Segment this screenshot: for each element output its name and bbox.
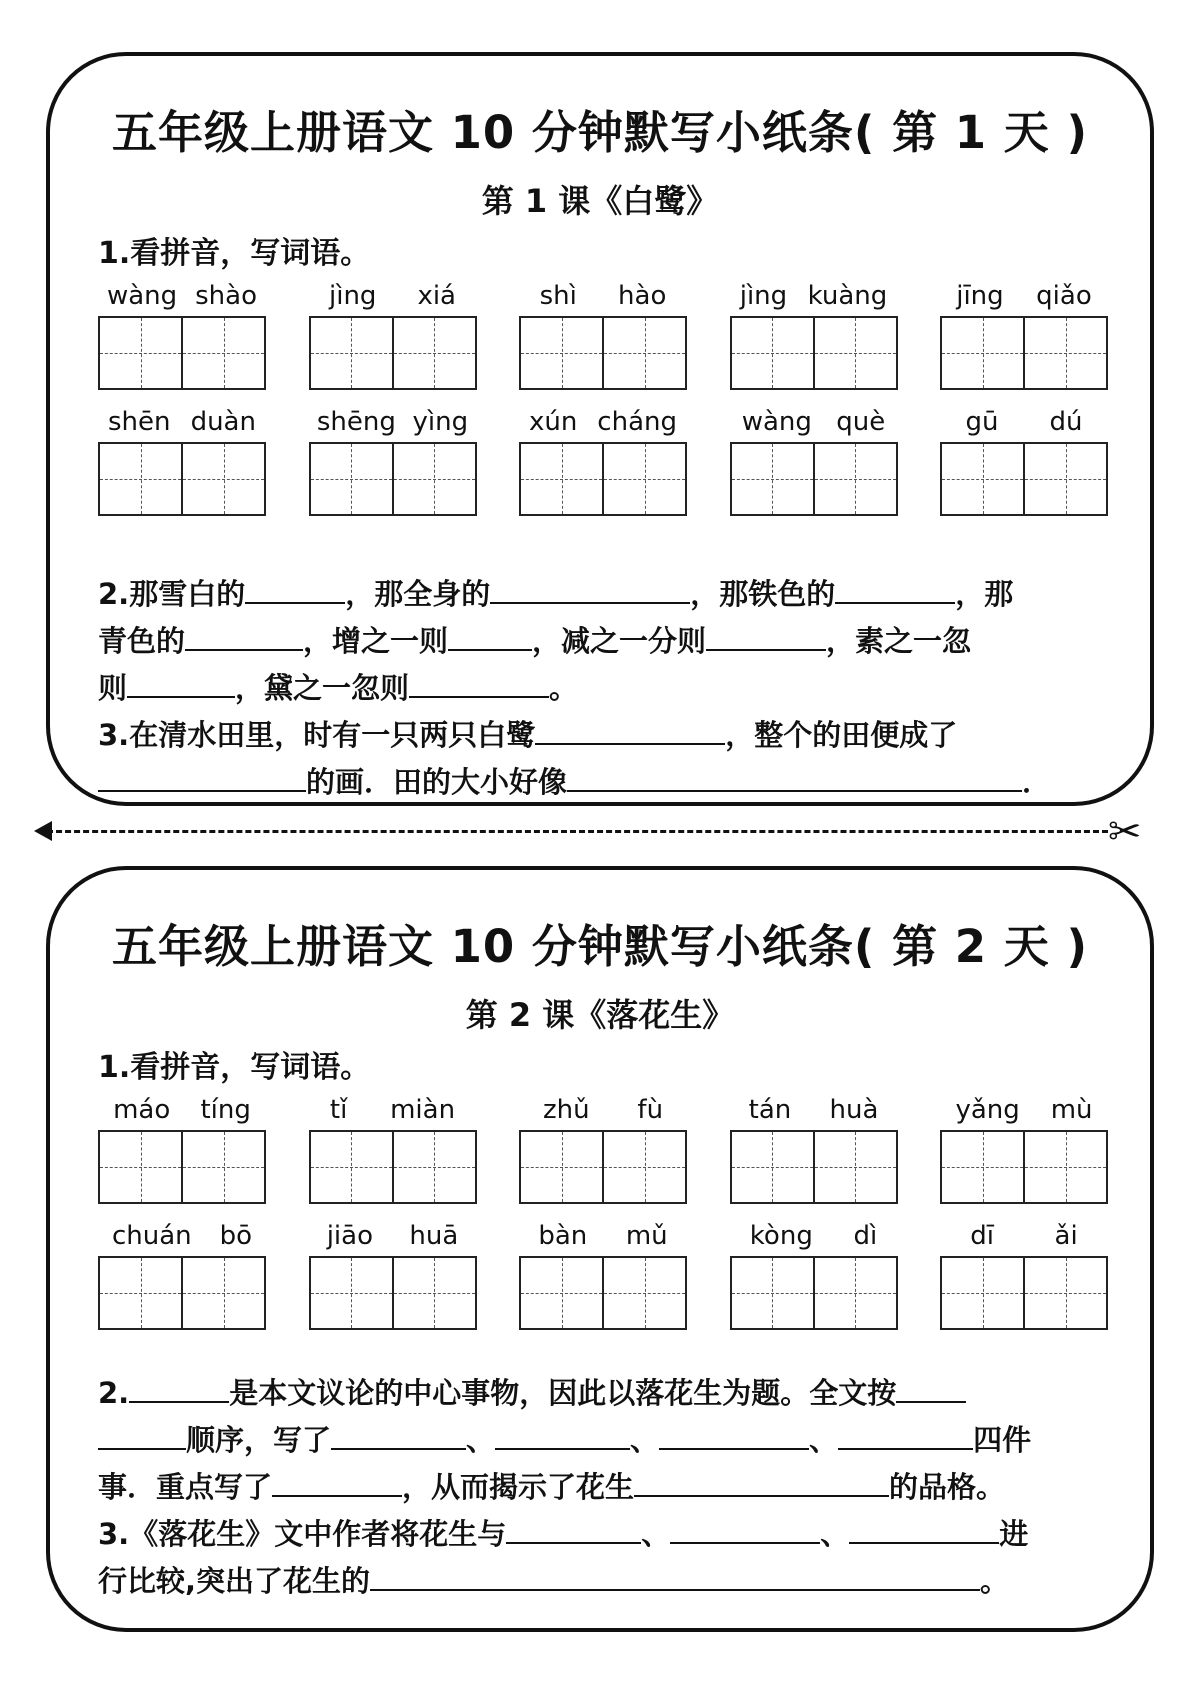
word-row <box>98 402 1108 516</box>
answer-blank[interactable] <box>98 762 306 792</box>
writing-boxes <box>519 1256 687 1330</box>
pinyin-syllable: dú <box>1049 407 1083 437</box>
character-box[interactable] <box>311 444 394 514</box>
character-box[interactable] <box>100 1132 183 1202</box>
character-box[interactable] <box>521 1132 604 1202</box>
pinyin <box>309 1090 477 1130</box>
pinyin-syllable: shēng <box>316 407 396 437</box>
word-item <box>940 1216 1108 1330</box>
answer-blank[interactable] <box>409 668 549 698</box>
word-item <box>98 276 266 390</box>
character-box[interactable] <box>183 444 264 514</box>
character-box[interactable] <box>815 1132 896 1202</box>
pinyin <box>309 1216 477 1256</box>
writing-boxes <box>940 442 1108 516</box>
writing-boxes <box>98 1130 266 1204</box>
text: 进 <box>999 1517 1029 1551</box>
word-item <box>309 1216 477 1330</box>
character-box[interactable] <box>394 444 475 514</box>
pinyin <box>519 1216 687 1256</box>
answer-blank[interactable] <box>245 574 345 604</box>
character-box[interactable] <box>100 1258 183 1328</box>
word-item <box>309 402 477 516</box>
character-box[interactable] <box>1025 444 1106 514</box>
cut-line <box>38 830 1108 833</box>
text: ，增之一则 <box>303 624 449 658</box>
character-box[interactable] <box>311 318 394 388</box>
scissors-icon: ✂ <box>1108 809 1142 855</box>
text: 的画．田的大小好像 <box>306 765 568 799</box>
text: 、 <box>641 1517 671 1551</box>
pinyin-syllable: jiāo <box>326 1221 373 1251</box>
character-box[interactable] <box>100 444 183 514</box>
text: 是本文议论的中心事物，因此以落花生为题。全文按 <box>229 1376 897 1410</box>
pinyin-syllable: dī <box>970 1221 994 1251</box>
word-item <box>730 1090 898 1204</box>
character-box[interactable] <box>732 1132 815 1202</box>
word-row <box>98 1216 1108 1330</box>
text: ，从而揭示了花生 <box>402 1470 635 1504</box>
word-item <box>98 402 266 516</box>
pinyin <box>940 1216 1108 1256</box>
pinyin-syllable: xiá <box>417 281 456 311</box>
text: ，黛之一忽则 <box>235 671 410 705</box>
word-item <box>519 276 687 390</box>
pinyin-syllable: ǎi <box>1054 1221 1078 1251</box>
answer-blank[interactable] <box>495 1420 630 1450</box>
word-row <box>98 1090 1108 1204</box>
writing-boxes <box>98 316 266 390</box>
text: 。 <box>980 1564 1010 1598</box>
character-box[interactable] <box>311 1258 394 1328</box>
character-box[interactable] <box>604 318 685 388</box>
writing-boxes <box>98 1256 266 1330</box>
character-box[interactable] <box>732 1258 815 1328</box>
character-box[interactable] <box>394 1258 475 1328</box>
writing-boxes <box>730 1256 898 1330</box>
pinyin-syllable: mù <box>1050 1095 1093 1125</box>
character-box[interactable] <box>815 1258 896 1328</box>
character-box[interactable] <box>521 1258 604 1328</box>
text: ，素之一忽 <box>826 624 972 658</box>
pinyin-syllable: chuán <box>111 1221 192 1251</box>
pinyin <box>519 402 687 442</box>
text: 、 <box>466 1423 496 1457</box>
word-item <box>98 1216 266 1330</box>
answer-blank[interactable] <box>838 1420 973 1450</box>
text: 的品格。 <box>889 1470 1006 1504</box>
slip-title: 五年级上册语文 10 分钟默写小纸条( 第 1 天 ) <box>111 106 1089 159</box>
text: 。 <box>549 671 579 705</box>
slip-title: 五年级上册语文 10 分钟默写小纸条( 第 2 天 ) <box>111 920 1089 973</box>
answer-blank[interactable] <box>506 1514 641 1544</box>
word-item <box>730 276 898 390</box>
pinyin <box>98 1090 266 1130</box>
pinyin-syllable: mǔ <box>625 1221 668 1251</box>
pinyin <box>98 276 266 316</box>
character-box[interactable] <box>604 444 685 514</box>
pinyin-syllable: máo <box>113 1095 171 1125</box>
writing-boxes <box>98 442 266 516</box>
pinyin <box>98 1216 266 1256</box>
character-box[interactable] <box>394 1132 475 1202</box>
pinyin <box>730 402 898 442</box>
text: 、 <box>809 1423 839 1457</box>
writing-boxes <box>730 442 898 516</box>
word-item <box>940 402 1108 516</box>
word-item <box>519 1216 687 1330</box>
pinyin-syllable: shēn <box>108 407 171 437</box>
word-item <box>309 1090 477 1204</box>
text: 四件 <box>973 1423 1032 1457</box>
pinyin <box>940 276 1108 316</box>
pinyin-syllable: kuàng <box>807 281 888 311</box>
word-item <box>98 1090 266 1204</box>
pinyin <box>940 402 1108 442</box>
text: 、 <box>820 1517 850 1551</box>
pinyin-syllable: dì <box>853 1221 878 1251</box>
writing-boxes <box>730 316 898 390</box>
pinyin-syllable: tǐ <box>329 1095 348 1125</box>
word-item <box>730 1216 898 1330</box>
text: 行比较,突出了花生的 <box>98 1564 371 1598</box>
answer-blank[interactable] <box>331 1420 466 1450</box>
text: ，减之一分则 <box>532 624 707 658</box>
dictation-slip-day-1 <box>46 52 1154 806</box>
answer-blank[interactable] <box>490 574 690 604</box>
pinyin <box>309 276 477 316</box>
word-item <box>730 402 898 516</box>
answer-blank[interactable] <box>535 715 725 745</box>
word-item <box>519 402 687 516</box>
pinyin-syllable: huà <box>829 1095 879 1125</box>
word-item <box>309 276 477 390</box>
pinyin-syllable: shào <box>195 281 258 311</box>
pinyin-syllable: qiǎo <box>1036 281 1092 311</box>
pinyin-syllable: shì <box>539 281 577 311</box>
pinyin-syllable: cháng <box>597 407 677 437</box>
pinyin <box>730 1090 898 1130</box>
answer-blank[interactable] <box>670 1514 820 1544</box>
character-box[interactable] <box>942 1258 1025 1328</box>
character-box[interactable] <box>942 318 1025 388</box>
pinyin <box>730 276 898 316</box>
text: ，那铁色的 <box>690 577 836 611</box>
word-item <box>940 276 1108 390</box>
word-item <box>940 1090 1108 1204</box>
pinyin-syllable: kòng <box>749 1221 813 1251</box>
text: 顺序，写了 <box>186 1423 332 1457</box>
character-box[interactable] <box>1025 1258 1106 1328</box>
answer-blank[interactable] <box>849 1514 999 1544</box>
answer-blank[interactable] <box>896 1373 966 1403</box>
character-box[interactable] <box>732 318 815 388</box>
pinyin-syllable: xún <box>528 407 578 437</box>
pinyin-syllable: hào <box>618 281 667 311</box>
text: 2.那雪白的 <box>98 577 246 611</box>
character-box[interactable] <box>183 1132 264 1202</box>
answer-blank[interactable] <box>129 1373 229 1403</box>
pinyin-syllable: tán <box>748 1095 792 1125</box>
character-box[interactable] <box>815 444 896 514</box>
pinyin-syllable: què <box>836 407 886 437</box>
text: 事．重点写了 <box>98 1470 273 1504</box>
text: 则 <box>98 671 128 705</box>
pinyin-syllable: yìng <box>412 407 469 437</box>
character-box[interactable] <box>604 1258 685 1328</box>
pinyin-syllable: jìng <box>739 281 788 311</box>
character-box[interactable] <box>815 318 896 388</box>
pinyin-syllable: jīng <box>956 281 1004 311</box>
pinyin-syllable: tíng <box>200 1095 251 1125</box>
dictation-slip-day-2 <box>46 866 1154 1632</box>
writing-boxes <box>940 1256 1108 1330</box>
pinyin-syllable: bàn <box>538 1221 588 1251</box>
character-box[interactable] <box>521 444 604 514</box>
text: 3.在清水田里，时有一只两只白鹭 <box>98 718 536 752</box>
answer-blank[interactable] <box>127 668 235 698</box>
answer-blank[interactable] <box>185 621 303 651</box>
answer-blank[interactable] <box>659 1420 809 1450</box>
writing-boxes <box>309 1130 477 1204</box>
text: ，那 <box>955 577 1014 611</box>
writing-boxes <box>309 442 477 516</box>
character-box[interactable] <box>183 1258 264 1328</box>
pinyin-syllable: miàn <box>390 1095 456 1125</box>
text: 青色的 <box>98 624 186 658</box>
question-3 <box>98 712 1110 806</box>
question-1: 1.看拼音，写词语。 <box>98 1050 371 1085</box>
character-box[interactable] <box>1025 1132 1106 1202</box>
character-box[interactable] <box>942 1132 1025 1202</box>
character-box[interactable] <box>394 318 475 388</box>
pinyin-syllable: zhǔ <box>542 1095 590 1125</box>
writing-boxes <box>940 316 1108 390</box>
text: ． <box>1022 765 1052 799</box>
answer-blank[interactable] <box>567 762 1022 792</box>
character-box[interactable] <box>521 318 604 388</box>
answer-blank[interactable] <box>272 1467 402 1497</box>
pinyin-syllable: wàng <box>741 407 812 437</box>
character-box[interactable] <box>732 444 815 514</box>
word-item <box>519 1090 687 1204</box>
question-2 <box>98 1370 1110 1511</box>
pinyin <box>730 1216 898 1256</box>
pinyin-syllable: bō <box>219 1221 253 1251</box>
pinyin-syllable: wàng <box>106 281 178 311</box>
writing-boxes <box>519 442 687 516</box>
character-box[interactable] <box>1025 318 1106 388</box>
question-1: 1.看拼音，写词语。 <box>98 236 371 271</box>
writing-boxes <box>519 316 687 390</box>
pinyin <box>98 402 266 442</box>
answer-blank[interactable] <box>448 621 532 651</box>
text: 2. <box>98 1376 130 1410</box>
pinyin-syllable: fù <box>637 1095 664 1125</box>
text: 3.《落花生》文中作者将花生与 <box>98 1517 507 1551</box>
pinyin-grid <box>98 276 1108 528</box>
pinyin-syllable: huā <box>409 1221 459 1251</box>
lesson-title: 第 2 课《落花生》 <box>465 996 735 1034</box>
answer-blank[interactable] <box>370 1561 980 1591</box>
pinyin <box>309 402 477 442</box>
pinyin-syllable: gū <box>965 407 999 437</box>
writing-boxes <box>309 1256 477 1330</box>
text: ，那全身的 <box>345 577 491 611</box>
pinyin-syllable: yǎng <box>955 1095 1020 1125</box>
pinyin <box>519 276 687 316</box>
character-box[interactable] <box>311 1132 394 1202</box>
question-2 <box>98 571 1110 712</box>
pinyin <box>519 1090 687 1130</box>
pinyin-grid <box>98 1090 1108 1342</box>
pinyin-syllable: jìng <box>329 281 377 311</box>
character-box[interactable] <box>183 318 264 388</box>
text: 、 <box>630 1423 660 1457</box>
answer-blank[interactable] <box>706 621 826 651</box>
answer-blank[interactable] <box>634 1467 889 1497</box>
character-box[interactable] <box>942 444 1025 514</box>
writing-boxes <box>309 316 477 390</box>
answer-blank[interactable] <box>98 1420 186 1450</box>
word-row <box>98 276 1108 390</box>
writing-boxes <box>519 1130 687 1204</box>
writing-boxes <box>940 1130 1108 1204</box>
pinyin-syllable: duàn <box>190 407 256 437</box>
character-box[interactable] <box>100 318 183 388</box>
question-3 <box>98 1511 1110 1605</box>
lesson-title: 第 1 课《白鹭》 <box>481 182 719 220</box>
writing-boxes <box>730 1130 898 1204</box>
character-box[interactable] <box>604 1132 685 1202</box>
pinyin <box>940 1090 1108 1130</box>
text: ，整个的田便成了 <box>725 718 958 752</box>
answer-blank[interactable] <box>835 574 955 604</box>
